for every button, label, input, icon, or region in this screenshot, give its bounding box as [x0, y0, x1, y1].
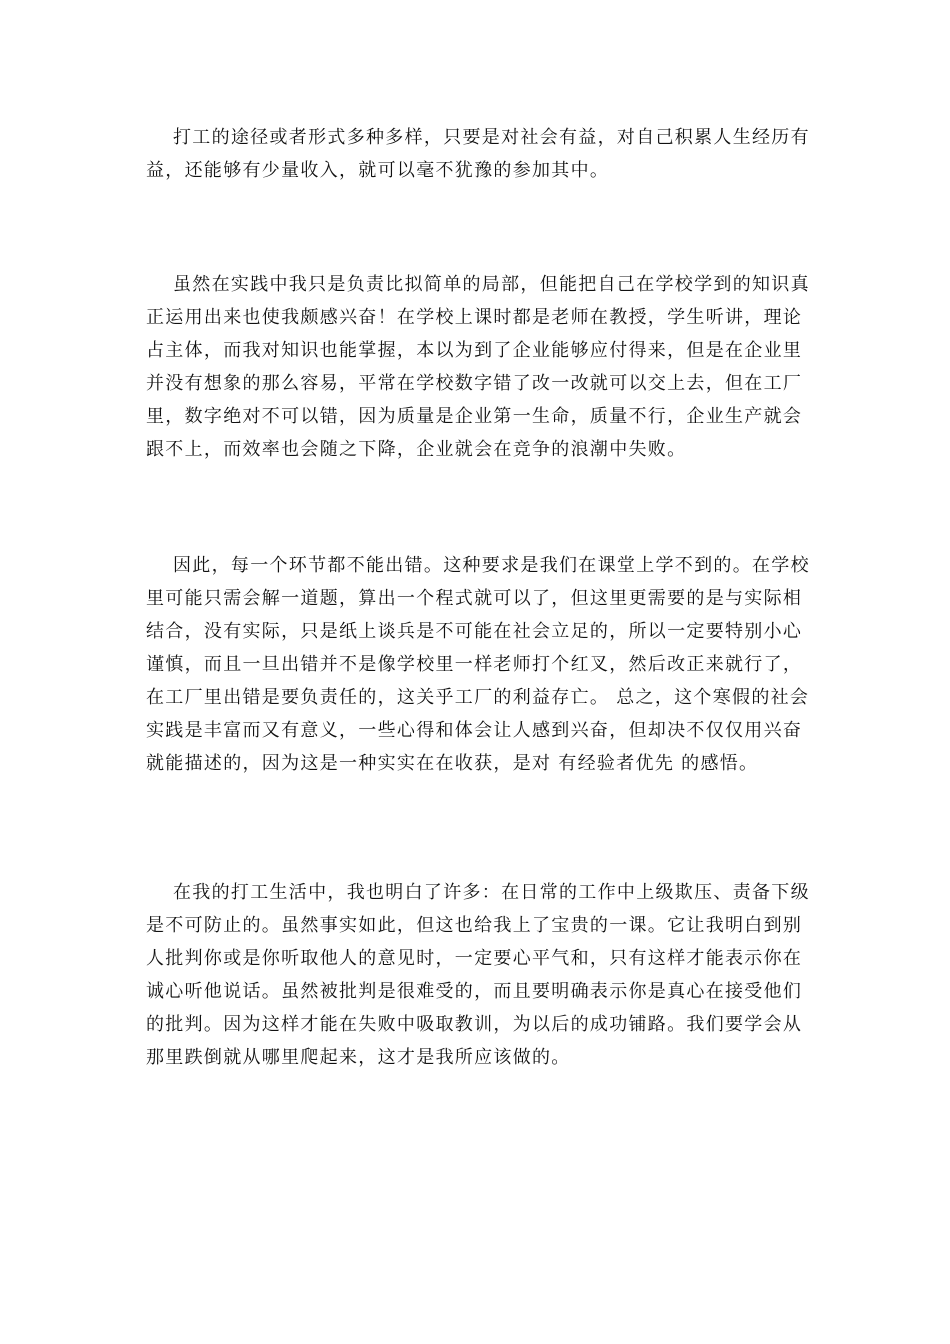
paragraph-1 — [146, 121, 810, 187]
paragraph-line: 打工的途径或者形式多种多样，只要是对社会有益，对自己积累人生经历有 — [173, 127, 810, 148]
paragraph-3 — [146, 549, 810, 780]
paragraph-line: 诚心听他说话。虽然被批判是很难受的，而且要明确表示你是真心在接受他们 — [146, 981, 803, 1002]
paragraph-line: 益，还能够有少量收入，就可以毫不犹豫的参加其中。 — [146, 160, 610, 181]
paragraph-line: 虽然在实践中我只是负责比拟简单的局部，但能把自己在学校学到的知识真 — [173, 274, 810, 295]
paragraph-line: 跟不上，而效率也会随之下降，企业就会在竞争的浪潮中失败。 — [146, 439, 687, 460]
paragraph-line: 在工厂里出错是要负责任的，这关乎工厂的利益存亡。 总之，这个寒假的社会 — [146, 687, 810, 708]
paragraph-line: 占主体，而我对知识也能掌握，本以为到了企业能够应付得来，但是在企业里 — [146, 340, 803, 361]
paragraph-line: 因此，每一个环节都不能出错。这种要求是我们在课堂上学不到的。在学校 — [173, 555, 810, 576]
paragraph-line: 里，数字绝对不可以错，因为质量是企业第一生命，质量不行，企业生产就会 — [146, 406, 803, 427]
paragraph-line: 那里跌倒就从哪里爬起来，这才是我所应该做的。 — [146, 1047, 571, 1068]
paragraph-line: 并没有想象的那么容易，平常在学校数字错了改一改就可以交上去，但在工厂 — [146, 373, 803, 394]
paragraph-line: 的批判。因为这样才能在失败中吸取教训，为以后的成功铺路。我们要学会从 — [146, 1014, 803, 1035]
paragraph-line: 谨慎，而且一旦出错并不是像学校里一样老师打个红叉，然后改正来就行了， — [146, 654, 803, 675]
paragraph-2 — [146, 268, 810, 466]
paragraph-line: 人批判你或是你听取他人的意见时，一定要心平气和，只有这样才能表示你在 — [146, 948, 803, 969]
paragraph-line: 结合，没有实际，只是纸上谈兵是不可能在社会立足的，所以一定要特别小心 — [146, 621, 803, 642]
paragraph-line: 实践是丰富而又有意义，一些心得和体会让人感到兴奋，但却决不仅仅用兴奋 — [146, 720, 803, 741]
paragraph-line: 是不可防止的。虽然事实如此，但这也给我上了宝贵的一课。它让我明白到别 — [146, 915, 803, 936]
paragraph-4 — [146, 876, 810, 1074]
paragraph-line: 里可能只需会解一道题，算出一个程式就可以了，但这里更需要的是与实际相 — [146, 588, 803, 609]
paragraph-line: 就能描述的，因为这是一种实实在在收获，是对 有经验者优先 的感悟。 — [146, 753, 759, 774]
paragraph-line: 正运用出来也使我颇感兴奋！在学校上课时都是老师在教授，学生听讲，理论 — [146, 307, 803, 328]
paragraph-line: 在我的打工生活中，我也明白了许多：在日常的工作中上级欺压、责备下级 — [173, 882, 810, 903]
